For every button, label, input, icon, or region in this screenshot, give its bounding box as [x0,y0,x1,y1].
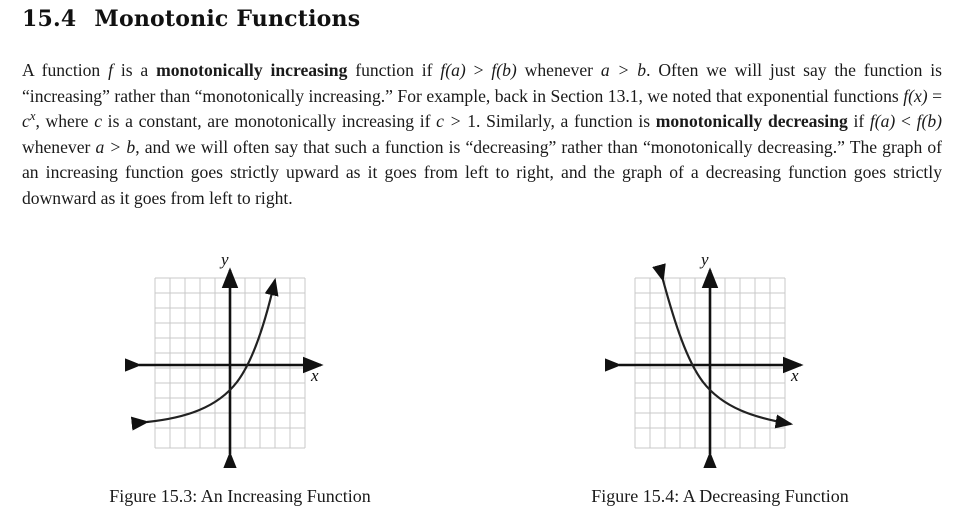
page-heading [22,6,360,32]
math-gt: > [465,60,492,80]
math-c-gt: c > [436,111,468,132]
math-a-gt-b-1: a > b [600,60,647,80]
text-run-8: . Similarly, a function is [476,111,656,132]
math-c-1: c [94,111,102,132]
axes [619,270,801,454]
text-run-4: whenever [516,60,601,80]
increasing-curve [147,280,275,422]
text-run-5: . Often we will just say the function is “increasing” rather than “monotonically increasing.” For example, back in Section 13.1, we noted that exponential functions [22,60,942,106]
body-paragraph [22,58,942,212]
term-monotonically-decreasing: monotonically decreasing [655,111,848,132]
math-arg-b: (b) [496,60,517,80]
increasing-function-graph [125,258,355,468]
math-eq: = [927,85,942,106]
math-one: 1 [467,111,477,132]
math-f-3: f [491,60,497,80]
graph-increasing [125,250,355,468]
math-lt: < [895,111,917,132]
y-axis-label-increasing: y [221,250,229,269]
figure-caption-decreasing: Figure 15.4: A Decreasing Function [591,486,849,506]
figures-row [0,250,960,530]
math-arg-a-2: (a) [874,111,896,132]
math-f-1: f [108,60,113,80]
text-run-1: A function [22,60,109,80]
math-f-6: f [916,111,922,132]
text-run-2: is a [112,60,157,80]
x-axis-label-increasing: x [311,366,319,385]
math-a-gt-b-2: a > b [95,136,136,157]
text-run-10: whenever [22,136,96,157]
text-run-11: , and we will often say that such a function is “decreasing” rather than “monotonically decreasing.” The graph of an increasing function goes strictly upward as it goes from left to right, and the graph of a decreasing function goes strictly downward as it goes from left to right. [22,136,943,208]
heading-number: 15.4 [22,6,77,32]
figure-decreasing [480,250,960,530]
math-arg-b-2: (b) [921,111,942,132]
text-run-3: function if [347,60,441,80]
decreasing-curve [663,280,791,424]
math-x-exponent: x [29,109,36,124]
term-monotonically-increasing: monotonically increasing [156,60,348,80]
heading-title: Monotonic Functions [94,6,361,32]
figure-increasing [0,250,480,530]
decreasing-function-graph [605,258,835,468]
math-arg-x: (x) [908,85,928,106]
text-run-6: , where [35,111,95,132]
math-arg-a: (a) [445,60,466,80]
y-axis-label-decreasing: y [701,250,709,269]
text-run-9: if [847,111,870,132]
graph-decreasing [605,250,835,468]
math-f-2: f [440,60,446,80]
math-f-5: f [869,111,875,132]
text-run-7: is a constant, are monotonically increasing if [102,111,437,132]
x-axis-label-decreasing: x [791,366,799,385]
math-c-base: c [22,111,30,132]
figure-caption-increasing: Figure 15.3: An Increasing Function [109,486,371,506]
math-f-4: f [903,85,909,106]
axes [139,270,321,454]
